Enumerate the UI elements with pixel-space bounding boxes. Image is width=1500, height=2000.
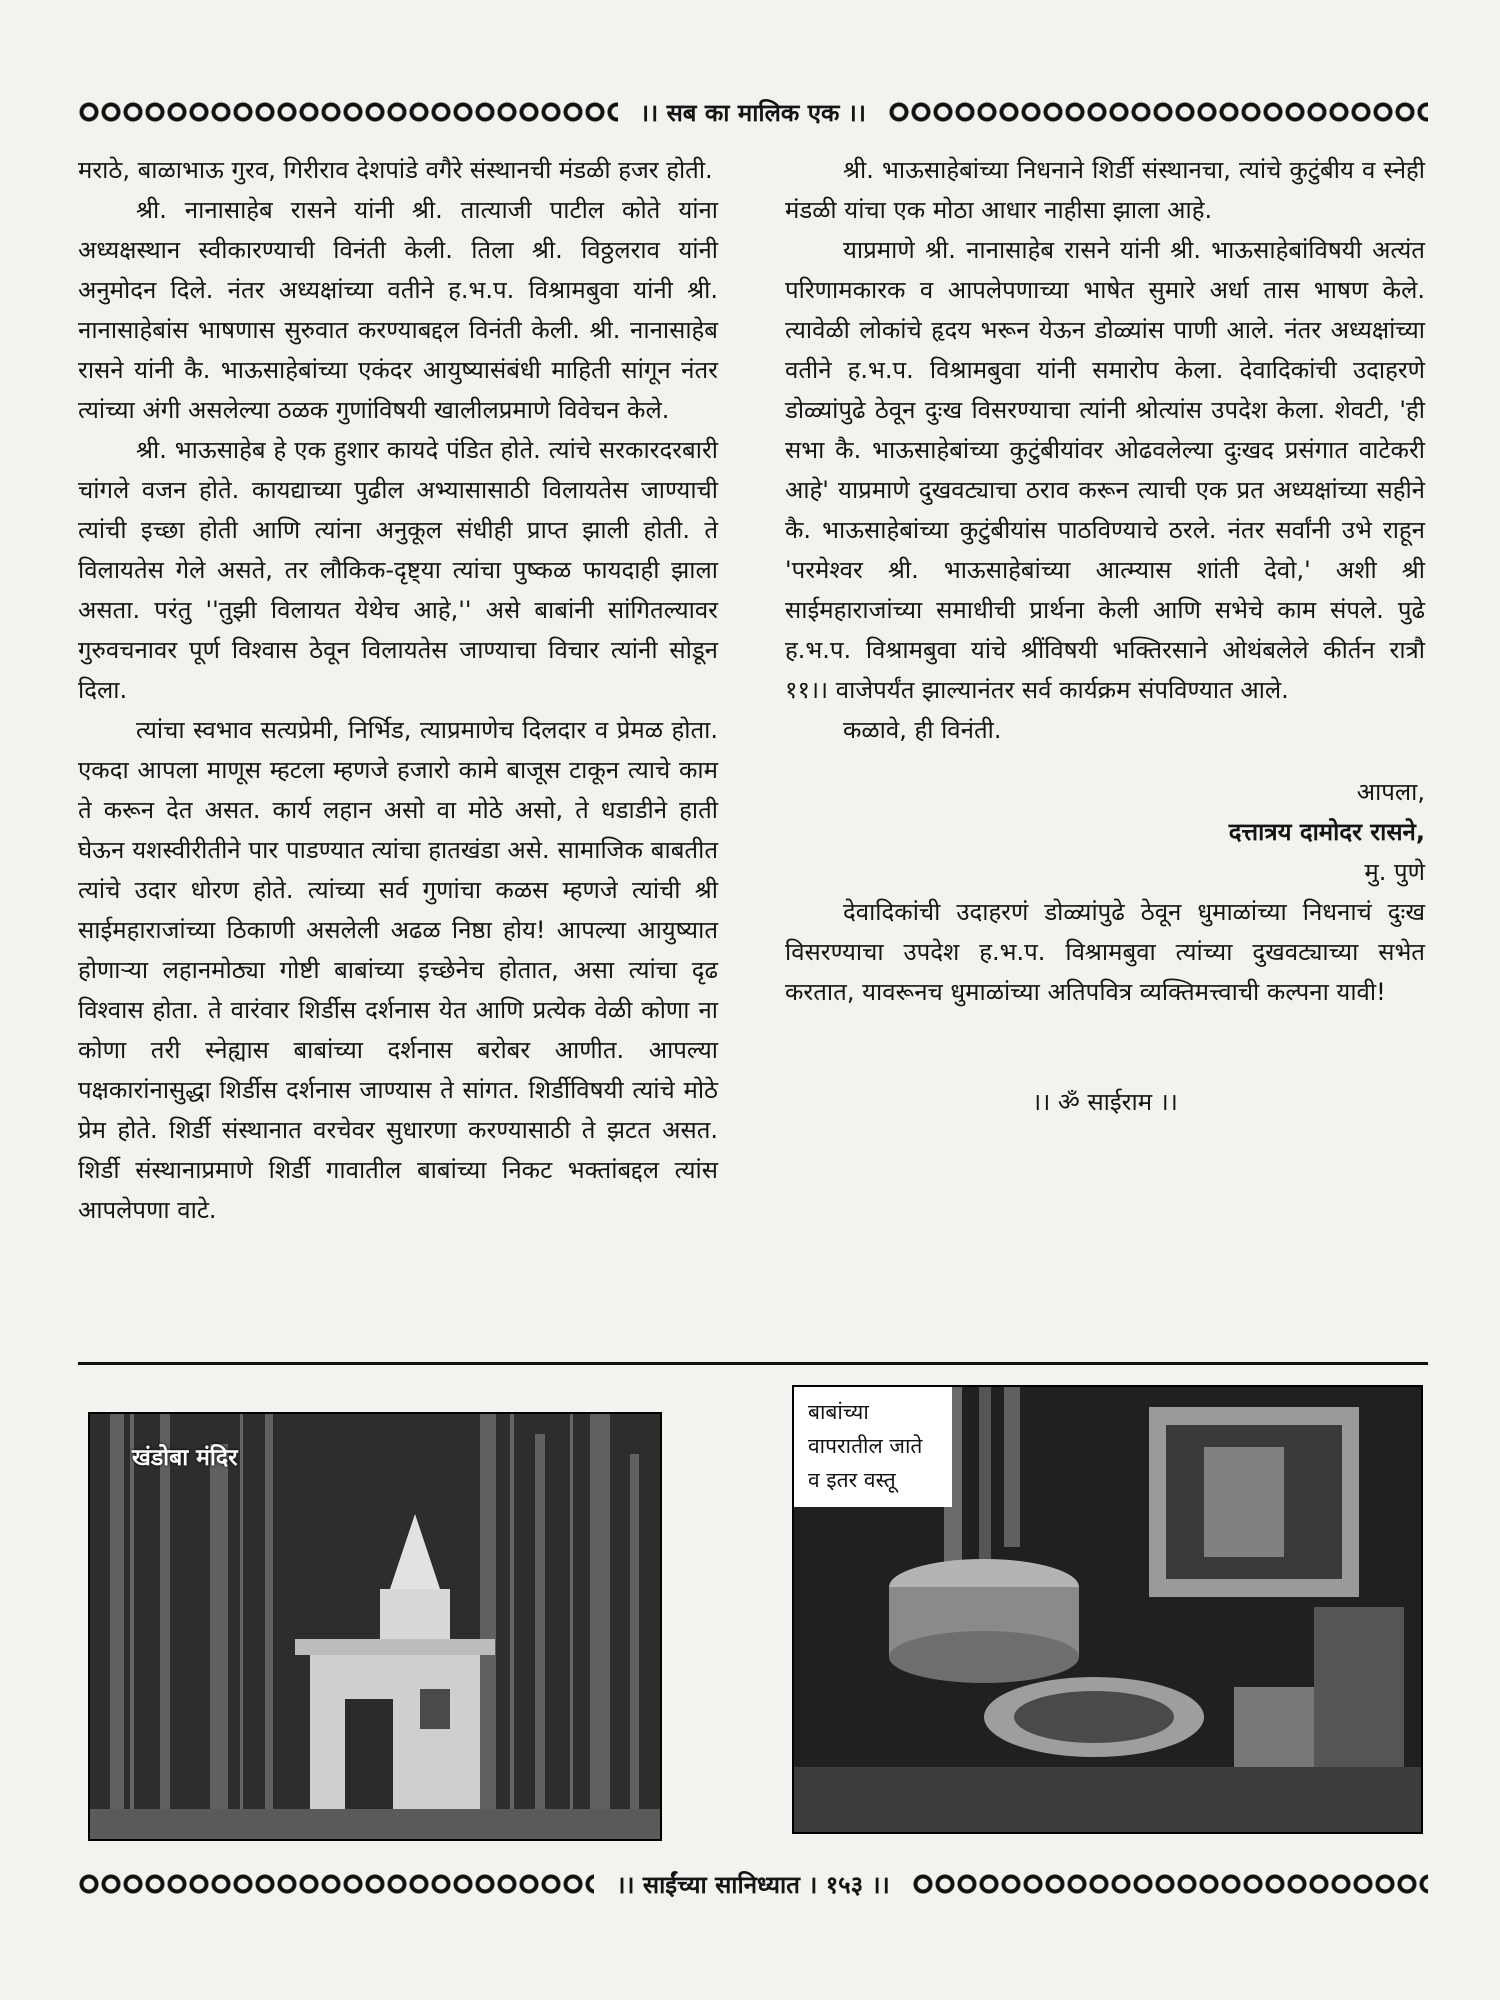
- right-column: [785, 150, 1425, 1122]
- signature-block: [785, 772, 1425, 892]
- footer-title: ।। साईंच्या सानिध्यात । १५३ ।।: [616, 1870, 890, 1899]
- paragraph: श्री. नानासाहेब रासने यांनी श्री. तात्याजी पाटील कोते यांना अध्यक्षस्थान स्वीकारण्याची विनंती केली. तिला श्री. विठ्ठलराव यांनी अनुमोदन दिले. नंतर अध्यक्षांच्या वतीने ह.भ.प. विश्रामबुवा यांनी श्री. नानासाहेबांस भाषणास सुरुवात करण्याबद्दल विनंती केली. श्री. नानासाहेब रासने यांनी कै. भाऊसाहेबांच्या एकंदर आयुष्यासंबंधी माहिती सांगून नंतर त्यांच्या अंगी असलेल्या ठळक गुणांविषयी खालीलप्रमाणे विवेचन केले.: [78, 196, 718, 424]
- signature-name: दत्तात्रय दामोदर रासने,: [1228, 818, 1425, 846]
- khandoba-temple-photo: [88, 1412, 662, 1841]
- signature-closing: आपला,: [1356, 778, 1425, 806]
- header-band: [78, 92, 1428, 132]
- left-column: [78, 150, 718, 1230]
- photo-caption: बाबांच्या वापरातील जाते व इतर वस्तू: [794, 1387, 952, 1507]
- om-sairam: ।। ॐ साईराम ।।: [1032, 1088, 1178, 1116]
- signature-place: मु. पुणे: [1364, 858, 1425, 886]
- ornament-border-left: [78, 1871, 594, 1897]
- paragraph: मराठे, बाळाभाऊ गुरव, गिरीराव देशपांडे वगैरे संस्थानची मंडळी हजर होती.: [78, 156, 713, 184]
- header-title: ।। सब का मालिक एक ।।: [640, 98, 866, 127]
- baba-articles-photo: [792, 1385, 1423, 1834]
- footer-band: [78, 1864, 1428, 1904]
- request-line: कळावे, ही विनंती.: [843, 716, 1002, 744]
- closing-block: [785, 710, 1425, 892]
- ornament-border-right: [912, 1871, 1428, 1897]
- ornament-border-left: [78, 99, 618, 125]
- paragraph: श्री. भाऊसाहेब हे एक हुशार कायदे पंडित होते. त्यांचे सरकारदरबारी चांगले वजन होते. कायद्याच्या पुढील अभ्यासासाठी विलायतेस जाण्याची त्यांची इच्छा होती आणि त्यांना अनुकूल संधीही प्राप्त झाली होती. ते विलायतेस गेले असते, तर लौकिक-दृष्ट्या त्यांचा पुष्कळ फायदाही झाला असता. परंतु ''तुझी विलायत येथेच आहे,'' असे बाबांनी सांगितल्यावर गुरुवचनावर पूर्ण विश्वास ठेवून विलायतेस जाण्याचा विचार त्यांनी सोडून दिला.: [78, 436, 718, 704]
- paragraph: याप्रमाणे श्री. नानासाहेब रासने यांनी श्री. भाऊसाहेबांविषयी अत्यंत परिणामकारक व आपलेपणाच्या भाषेत सुमारे अर्धा तास भाषण केले. त्यावेळी लोकांचे हृदय भरून येऊन डोळ्यांस पाणी आले. नंतर अध्यक्षांच्या वतीने ह.भ.प. विश्रामबुवा यांनी समारोप केला. देवादिकांची उदाहरणे डोळ्यांपुढे ठेवून दुःख विसरण्याचा त्यांनी श्रोत्यांस उपदेश केला. शेवटी, 'ही सभा कै. भाऊसाहेबांच्या कुटुंबीयांवर ओढवलेल्या दुःखद प्रसंगात वाटेकरी आहे' याप्रमाणे दुखवट्याचा ठराव करून त्याची एक प्रत अध्यक्षांच्या सहीने कै. भाऊसाहेबांच्या कुटुंबीयांस पाठविण्याचे ठरले. नंतर सर्वांनी उभे राहून 'परमेश्वर श्री. भाऊसाहेबांच्या आत्म्यास शांती देवो,' अशी श्री साईमहाराजांच्या समाधीची प्रार्थना केली आणि सभेचे काम संपले. पुढे ह.भ.प. विश्रामबुवा यांचे श्रींविषयी भक्तिरसाने ओथंबलेले कीर्तन रात्रौ ११।। वाजेपर्यंत झाल्यानंतर सर्व कार्यक्रम संपविण्यात आले.: [785, 236, 1425, 704]
- paragraph: श्री. भाऊसाहेबांच्या निधनाने शिर्डी संस्थानचा, त्यांचे कुटुंबीय व स्नेही मंडळी यांचा एक मोठा आधार नाहीसा झाला आहे.: [785, 156, 1425, 224]
- ornament-border-right: [888, 99, 1428, 125]
- paragraph: त्यांचा स्वभाव सत्यप्रेमी, निर्भिड, त्याप्रमाणेच दिलदार व प्रेमळ होता. एकदा आपला माणूस म्हटला म्हणजे हजारो कामे बाजूस टाकून त्याचे काम ते करून देत असत. कार्य लहान असो वा मोठे असो, ते धडाडीने हाती घेऊन यशस्वीरीतीने पार पाडण्यात त्यांचा हातखंडा असे. सामाजिक बाबतीत त्यांचे उदार धोरण होते. त्यांच्या सर्व गुणांचा कळस म्हणजे त्यांची श्री साईमहाराजांच्या ठिकाणी असलेली अढळ निष्ठा होय! आपल्या आयुष्यात होणाऱ्या लहानमोठ्या गोष्टी बाबांच्या इच्छेनेच होतात, असा त्यांचा दृढ विश्वास होता. ते वारंवार शिर्डीस दर्शनास येत आणि प्रत्येक वेळी कोणा ना कोणा तरी स्नेह्यास बाबांच्या दर्शनास बरोबर आणीत. आपल्या पक्षकारांनासुद्धा शिर्डीस दर्शनास जाण्यास ते सांगत. शिर्डीविषयी त्यांचे मोठे प्रेम होते. शिर्डी संस्थानात वरचेवर सुधारणा करण्यासाठी ते झटत असत. शिर्डी संस्थानाप्रमाणे शिर्डी गावातील बाबांच्या निकट भक्तांबद्दल त्यांस आपलेपणा वाटे.: [78, 716, 718, 1224]
- section-divider: [78, 1362, 1428, 1365]
- editor-note: देवादिकांची उदाहरणं डोळ्यांपुढे ठेवून धुमाळांच्या निधनाचं दुःख विसरण्याचा उपदेश ह.भ.प. विश्रामबुवा त्यांच्या दुखवट्याच्या सभेत करतात, यावरूनच धुमाळांच्या अतिपवित्र व्यक्तिमत्त्वाची कल्पना यावी!: [785, 898, 1425, 1006]
- temple-illustration: [90, 1414, 660, 1839]
- photo-caption: खंडोबा मंदिर: [132, 1445, 238, 1471]
